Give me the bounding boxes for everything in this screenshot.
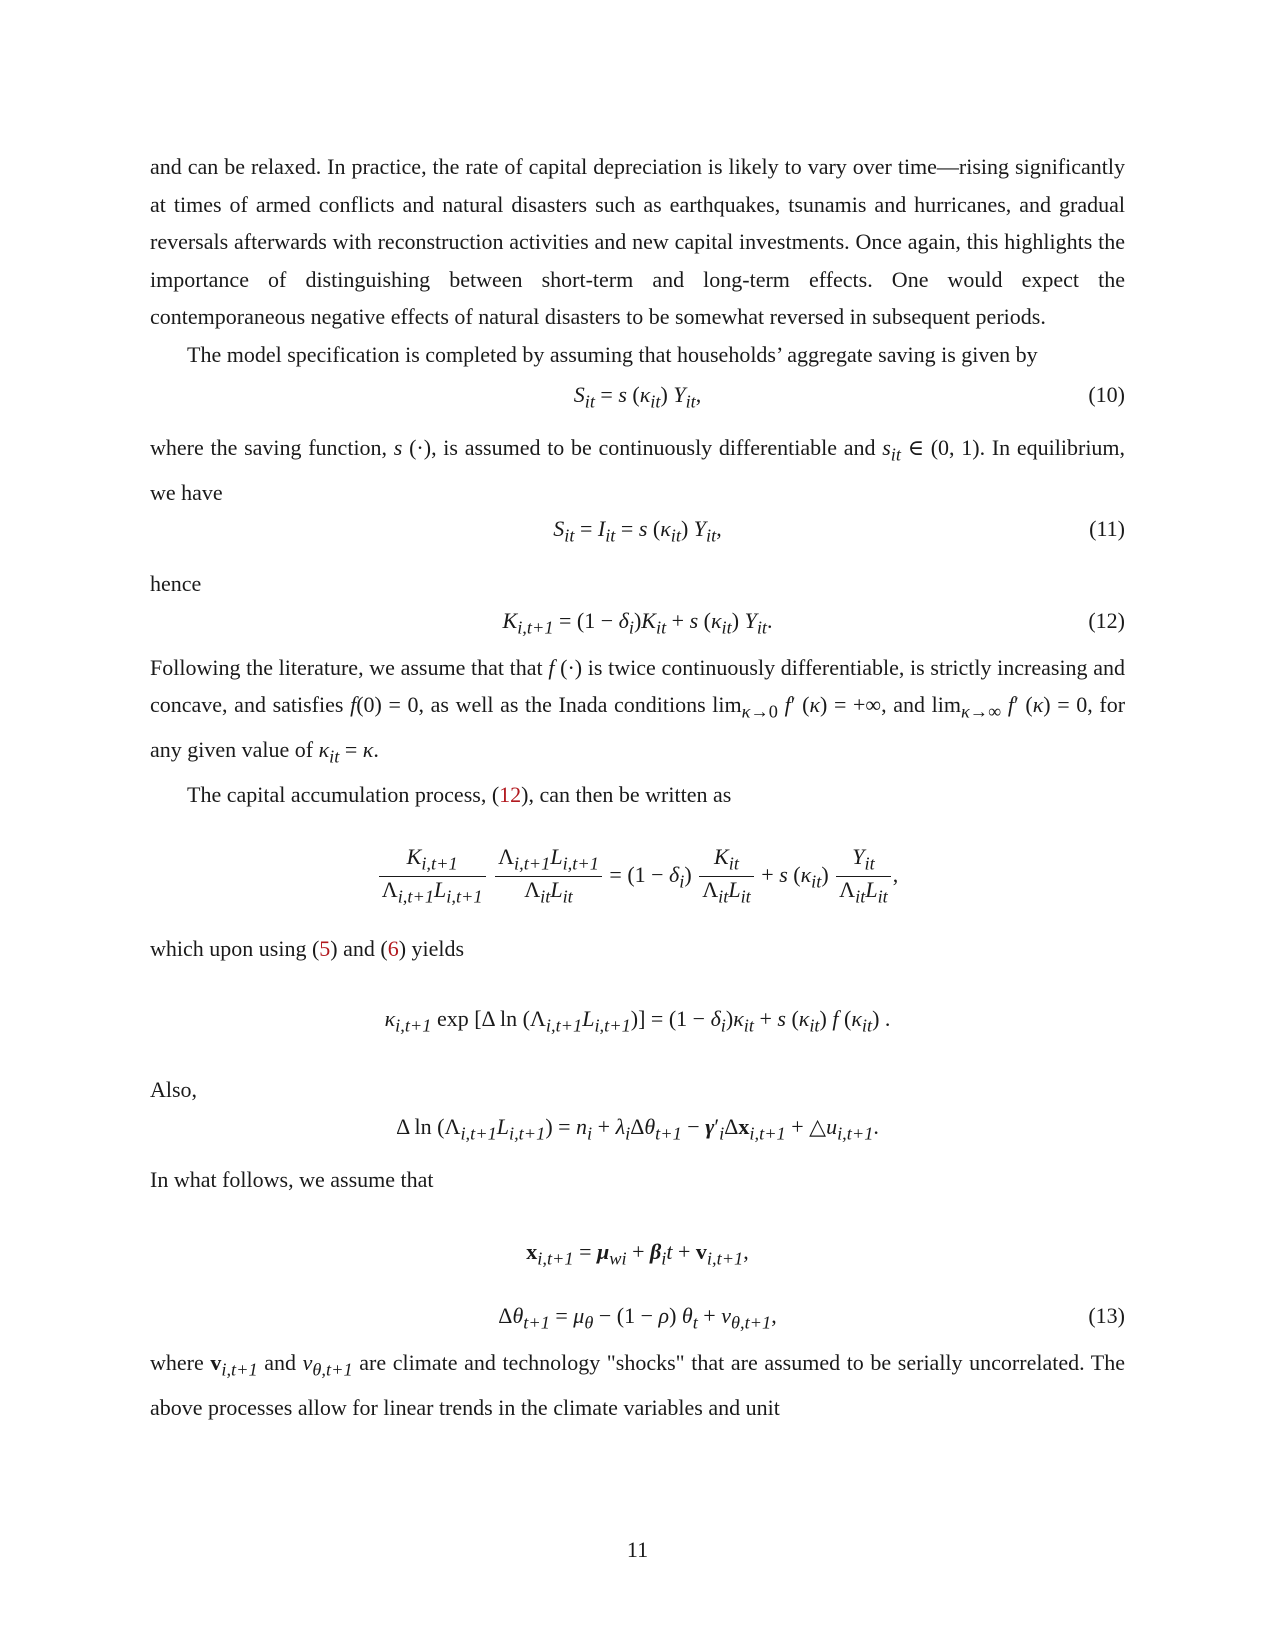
paragraph-also: Also, — [150, 1077, 198, 1103]
equation-number: (13) — [1088, 1303, 1125, 1329]
paragraph-saving-function: where the saving function, s (·), is assumed to be continuously differentiable and $s_{it}$ ∈ (0, 1). In equilibrium, we have — [150, 435, 1126, 505]
equation-accumulation-ratio: $\frac{K_{i,t+1}}{\Lambda_{i,t+1}L_{i,t+1}}$ $\frac{\Lambda_{i,t+1}L_{i,t+1}}{\Lambda_{it}L_{it}}$ = $(1 - \delta_i)$ $\frac{K_{it}}{\Lambda_{it}L_{it}}$ + s $(\kappa_{it})$ $\frac{Y_{it}}{\Lambda_{it}L_{it}}$ , — [150, 836, 1125, 914]
equation-labor-growth: Δ $\ln (\Lambda_{i,t+1}L_{i,t+1}) = n_i + \lambda_i\Delta\theta_{t+1} - \gamma'_i\Delta x_{i,t+1}$ + $\triangle u_{i,t+1}$. — [396, 1113, 879, 1144]
paragraph-saving-intro: The model specification is completed by assuming that households’ aggregate saving is given by — [187, 341, 1038, 367]
equation-number: (12) — [1088, 607, 1125, 633]
equation-10: $S_{it} = s$ $(\kappa_{it})$ $Y_{it}$, (10) — [150, 371, 1125, 419]
paragraph-hence: hence — [150, 571, 202, 597]
paragraph-upon-using: which upon using (5) and (6) yields — [150, 935, 465, 961]
equation-number: (11) — [1089, 516, 1125, 542]
equation-reference-link[interactable]: 5 — [319, 935, 331, 961]
equation-climate-process: $x_{i,t+1} = \mu_{wi} + \beta_it + v_{i,t+1}$, — [526, 1239, 749, 1269]
equation-number: (10) — [1088, 382, 1125, 407]
page-number: 11 — [626, 1537, 649, 1562]
equation-11: $S_{it} = I_{it} = s$ $(\kappa_{it})$ $Y_{it}$, (11) — [150, 505, 1125, 553]
paragraph-capital-accumulation: The capital accumulation process, (12), can then be written as — [187, 782, 732, 808]
equation-reference-link[interactable]: 6 — [387, 935, 399, 961]
equation-kappa-dynamics: $\kappa_{i,t+1}$ exp [Δ $\ln (\Lambda_{i,t+1}L_{i,t+1})] = (1 - \delta_i)\kappa_{it} + s$ $(\kappa_{it})$ f $(\kappa_{it})$ . — [384, 1006, 891, 1036]
paragraph-literature: Following the literature, we assume that that f (·) is twice continuously differentiable, is strictly increasing and concave, and satisfies f(0) = 0, as well as the Inada conditions $\lim_{\kappa\to 0} f'$ (κ) = +∞, and $\lim_{\kappa\to\infty} f'$ (κ) = 0, for any given value of $\kappa_{it} = \kappa$. — [150, 654, 1126, 767]
paragraph-shocks: where $v_{i,t+1}$ and $v_{\theta,t+1}$ are climate and technology "shocks" that are assumed to be serially uncorrelated. The above processes allow for linear trends in the climate variables and unit — [150, 1350, 1125, 1421]
equation-13: $\Delta\theta_{t+1} = \mu_\theta - (1 - \rho) \theta_t + v_{\theta,t+1}$, (13) — [150, 1292, 1125, 1340]
equation-reference-link[interactable]: 12 — [499, 782, 522, 808]
paragraph-depreciation: and can be relaxed. In practice, the rate of capital depreciation is likely to vary over time—rising significantly at times of armed conflicts and natural disasters such as earthquakes, tsunamis and hurricanes, and gradual reversals afterwards with reconstruction activities and new capital investments. Once again, this highlights the importance of distinguishing between short-term and long-term effects. One would expect the contemporaneous negative effects of natural disasters to be somewhat reversed in subsequent periods. — [150, 154, 1125, 329]
equation-12: $K_{i,t+1} = (1 - \delta_i)K_{it} + s$ $(\kappa_{it})$ $Y_{it}$. (12) — [150, 597, 1125, 645]
paragraph-what-follows: In what follows, we assume that — [150, 1166, 434, 1192]
page-body — [150, 148, 1125, 1427]
